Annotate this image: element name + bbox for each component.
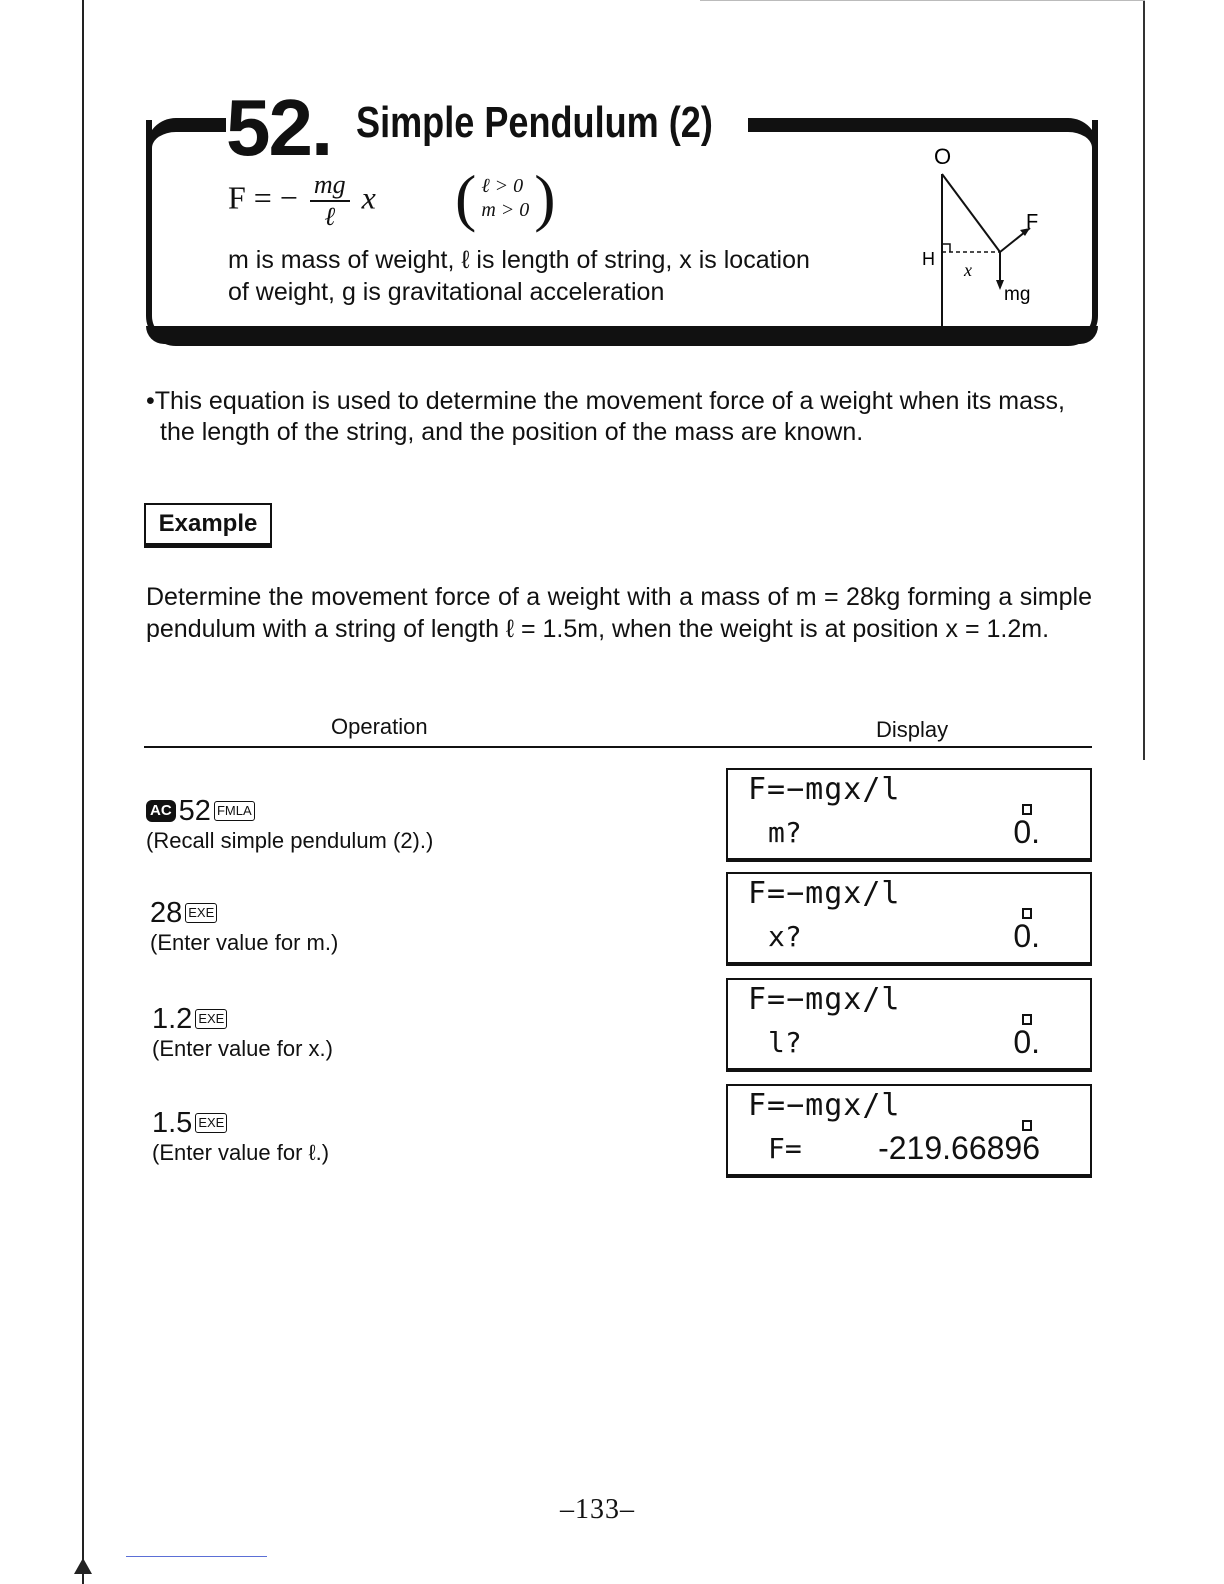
example-label: Example	[144, 503, 272, 548]
display-prompt: x?	[768, 920, 802, 953]
left-margin-line	[82, 0, 84, 1584]
display-value: 0.	[1013, 814, 1040, 850]
section-number: 52.	[226, 83, 332, 172]
label-mg: mg	[1004, 284, 1031, 305]
step-value: 1.2	[152, 1003, 193, 1035]
display-value: 0.	[1013, 1024, 1040, 1060]
condition-length: ℓ > 0	[481, 175, 524, 197]
step-4	[152, 1108, 329, 1168]
formula-conditions: ( ℓ > 0 m > 0 )	[455, 162, 556, 233]
display-prompt: l?	[768, 1026, 802, 1059]
display-value: -219.66896	[878, 1130, 1040, 1166]
string-line	[942, 174, 1000, 252]
display-prompt: m?	[768, 816, 802, 849]
display-formula: F=−mgx/l	[748, 1088, 901, 1123]
corner-arrow-icon	[74, 1558, 92, 1574]
step-note: (Enter value for m.)	[150, 930, 339, 955]
label-f: F	[1026, 211, 1039, 233]
display-formula: F=−mgx/l	[748, 772, 901, 807]
right-margin-line	[1143, 0, 1145, 760]
intro-paragraph: •This equation is used to determine the movement force of a weight when its mass, the length of the string, and the position of the mass are known.	[146, 387, 1065, 446]
right-angle-mark	[942, 244, 950, 252]
formula-variable: x	[361, 179, 376, 216]
mg-arrowhead-icon	[996, 280, 1004, 290]
step-1	[146, 796, 433, 856]
top-edge-line	[700, 0, 1145, 1]
variable-description: m is mass of weight, ℓ is length of string, x is location of weight, g is gravitational acceleration	[228, 246, 810, 306]
step-note: (Recall simple pendulum (2).)	[146, 828, 434, 853]
display-value: 0.	[1013, 918, 1040, 954]
display-4	[726, 1084, 1092, 1178]
bottom-blue-line	[126, 1556, 267, 1557]
ac-key: AC	[146, 800, 176, 822]
exe-key: EXE	[195, 1009, 227, 1029]
step-3	[152, 1004, 333, 1064]
formula-lhs: F = −	[228, 179, 298, 216]
step-note: (Enter value for x.)	[152, 1036, 333, 1061]
condition-mass: m > 0	[481, 199, 530, 221]
exe-key: EXE	[185, 903, 217, 923]
display-prompt: F=	[768, 1132, 802, 1165]
section-title: Simple Pendulum (2)	[356, 98, 713, 147]
formula-denominator: ℓ	[324, 202, 336, 231]
label-h: H	[922, 249, 935, 269]
formula	[228, 170, 376, 232]
display-formula: F=−mgx/l	[748, 982, 901, 1017]
display-1	[726, 768, 1092, 862]
page-number: –133–	[560, 1494, 635, 1525]
example-paragraph: Determine the movement force of a weight with a mass of m = 28kg forming a simple pendulum with a string of length ℓ = 1.5m, when the weight is at position x = 1.2m.	[146, 583, 1092, 643]
step-value: 52	[178, 795, 211, 827]
exe-key: EXE	[195, 1113, 227, 1133]
step-note: (Enter value for ℓ.)	[152, 1140, 330, 1165]
step-2	[150, 898, 338, 958]
formula-numerator: mg	[310, 170, 350, 202]
display-2	[726, 872, 1092, 966]
step-value: 28	[150, 897, 183, 929]
label-o: O	[934, 144, 952, 169]
fmla-key: FMLA	[214, 801, 255, 821]
step-value: 1.5	[152, 1107, 193, 1139]
display-header: Display	[876, 717, 949, 742]
table-header-rule	[144, 746, 1092, 748]
label-x: x	[964, 260, 972, 280]
formula-fraction	[310, 170, 350, 232]
pendulum-diagram	[918, 140, 1048, 330]
display-formula: F=−mgx/l	[748, 876, 901, 911]
operation-header: Operation	[331, 714, 428, 739]
display-3	[726, 978, 1092, 1072]
